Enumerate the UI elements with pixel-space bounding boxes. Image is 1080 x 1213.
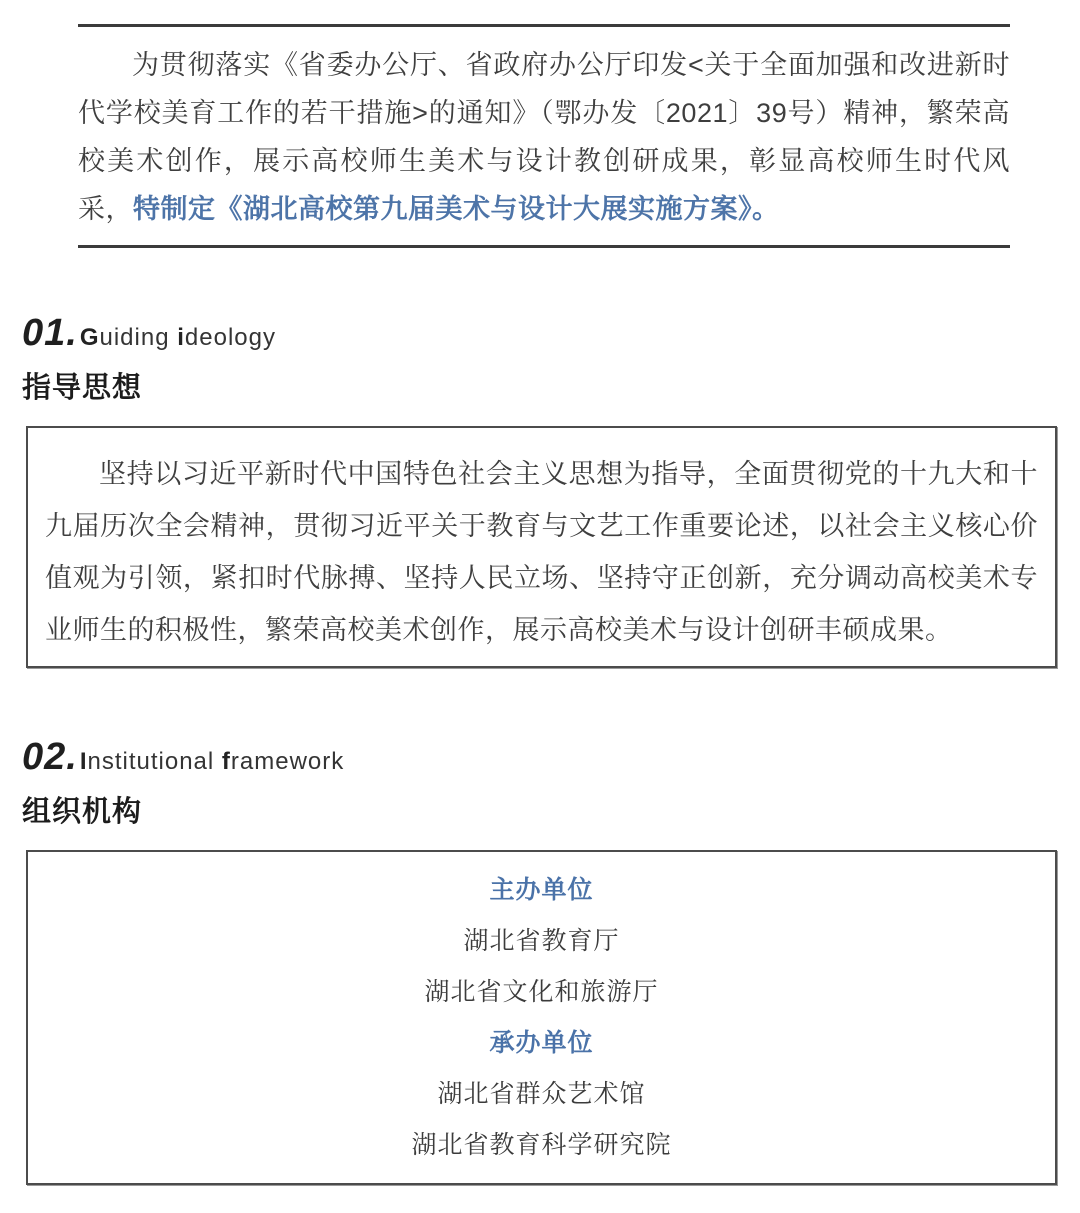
section-heading-institutional-framework [22,736,1080,830]
section-1-number: 01. [22,312,78,354]
section-2-title-cn: 组织机构 [22,796,143,828]
section-2-en-rest-1: nstitutional [87,748,222,775]
article-page [0,24,1080,1213]
section-2-en-initial-1: I [79,748,88,775]
org-name: 湖北省教育科学研究院 [411,1131,672,1159]
section-heading-guiding-ideology [22,312,1080,406]
section-2-title-en [80,748,344,776]
section-2-title-line [22,736,1080,779]
intro-bottom-divider [78,245,1010,248]
section-1-en-rest-1: uiding [99,324,178,351]
intro-paragraph-text: 为贯彻落实《省委办公厅、省政府办公厅印发<关于全面加强和改进新时代学校美育工作的若干措施>的通知》（鄂办发〔2021〕39号）精神，繁荣高校美术创作，展示高校师生美术与设计教创研成果，彰显高校师生时代风采， [78,50,1010,224]
intro-paragraph-highlight: 特制定《湖北高校第九届美术与设计大展实施方案》。 [133,194,780,224]
section-2-en-initial-2: f [221,748,231,775]
org-role-label-host: 主办单位 [489,876,594,904]
intro-section [78,24,1010,248]
section-1-title-en [80,324,276,352]
org-name: 湖北省教育厅 [463,927,620,955]
section-2-number: 02. [22,736,78,778]
section-1-title-line [22,312,1080,355]
intro-paragraph [78,41,1010,233]
section-1-en-initial-1: G [79,324,100,351]
org-role-label-organizer: 承办单位 [489,1029,594,1057]
section-2-en-rest-2: ramework [230,748,345,775]
guiding-ideology-paragraph: 坚持以习近平新时代中国特色社会主义思想为指导，全面贯彻党的十九大和十九届历次全会精神，贯彻习近平关于教育与文艺工作重要论述，以社会主义核心价值观为引领，紧扣时代脉搏、坚持人民立场、坚持守正创新，充分调动高校美术专业师生的积极性，繁荣高校美术创作，展示高校美术与设计创研丰硕成果。 [45,459,1038,645]
section-1-title-cn: 指导思想 [22,372,143,404]
org-name: 湖北省文化和旅游厅 [424,978,659,1006]
section-1-en-initial-2: i [177,324,185,351]
organization-box [26,850,1057,1185]
org-name: 湖北省群众艺术馆 [437,1080,646,1108]
guiding-ideology-box [26,426,1057,668]
section-1-en-rest-2: deology [184,324,276,351]
top-divider [78,24,1010,27]
